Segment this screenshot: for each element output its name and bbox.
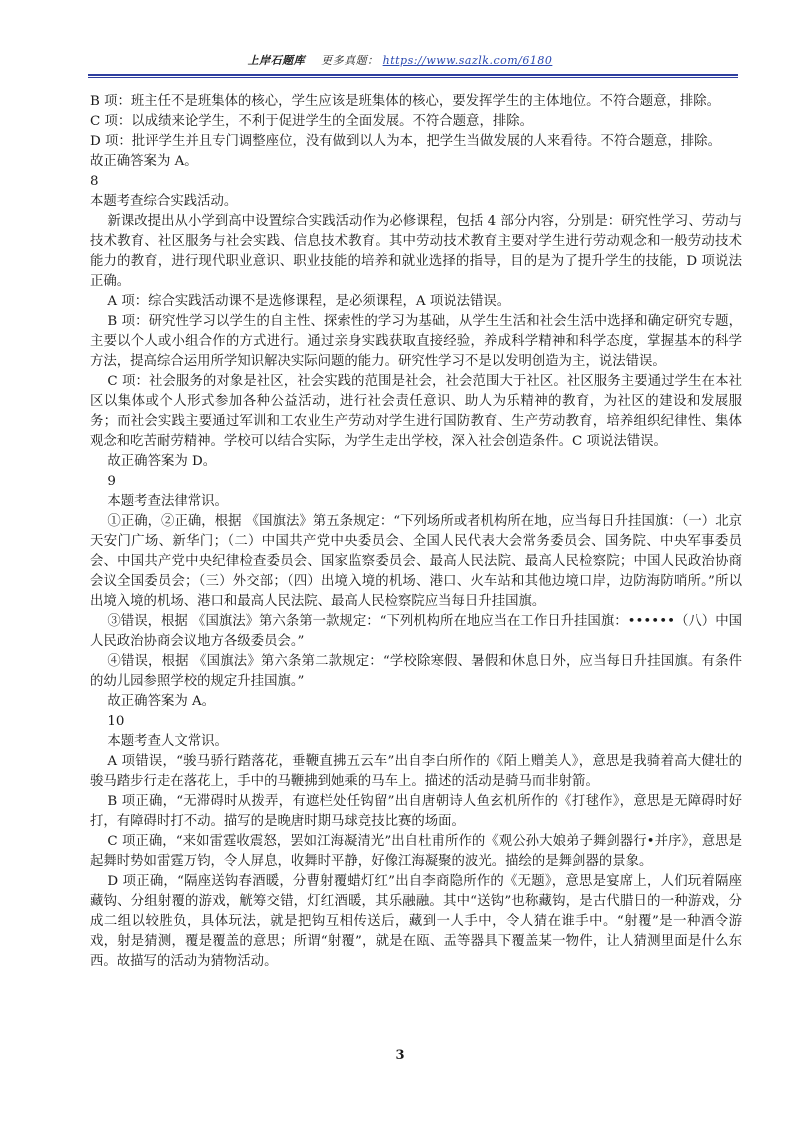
paragraph: D 项正确，“隔座送钩春酒暖，分曹射覆蜡灯红”出自李商隐所作的《无题》，意思是宴席上，人们玩着隔座藏钩、分组射覆的游戏，觥筹交错，灯红酒暖，其乐融融。其中“送钩”也称藏钩，是古代腊日的一种游戏，分成二组以较胜负，具体玩法，就是把钩互相传送后，藏到一人手中，令人猜在谁手中。“射覆”是一种酒令游戏，射是猜测，覆是覆盖的意思；所谓“射覆”，就是在瓯、盂等器具下覆盖某一物件，让人猜测里面是什么东西。故描写的活动为猜物活动。 [90, 874, 742, 969]
header-url-link[interactable]: https://www.sazlk.com/6180 [382, 54, 553, 67]
paragraph: 本题考查综合实践活动。 [90, 194, 238, 209]
paragraph: C 项正确，“来如雷霆收震怒，罢如江海凝清光”出自杜甫所作的《观公孙大娘弟子舞剑器行•并序》，意思是起舞时势如雷霆万钧，令人屏息，收舞时平静，好像江海凝聚的波光。描绘的是舞剑器的景象。 [90, 834, 742, 869]
paragraph: ④错误，根据 《国旗法》第六条第二款规定：“学校除寒假、暑假和休息日外，应当每日升挂国旗。有条件的幼儿园参照学校的规定升挂国旗。” [90, 654, 742, 689]
paragraph: 新课改提出从小学到高中设置综合实践活动作为必修课程，包括 4 部分内容，分别是：研究性学习、劳动与技术教育、社区服务与社会实践、信息技术教育。其中劳动技术教育主要对学生进行劳动观念和一般劳动技术能力的教育，进行现代职业意识、职业技能的培养和就业选择的指导，目的是为了提升学生的技能，D 项说法正确。 [90, 214, 742, 289]
document-body [90, 92, 742, 972]
paragraph: 8 [90, 174, 99, 189]
paragraph: 本题考查法律常识。 [107, 494, 228, 509]
paragraph: C 项：以成绩来论学生，不利于促进学生的全面发展。不符合题意，排除。 [90, 114, 533, 129]
paragraph: 10 [107, 714, 125, 729]
page-number: 3 [395, 1048, 405, 1063]
paragraph: ①正确，②正确，根据 《国旗法》第五条规定：“下列场所或者机构所在地，应当每日升挂国旗：（一）北京天安门广场、新华门；（二）中国共产党中央委员会、全国人民代表大会常务委员会、国务院、中央军事委员会、中国共产党中央纪律检查委员会、国家监察委员会、最高人民法院、最高人民检察院；中国人民政治协商会议全国委员会；（三）外交部；（四）出境入境的机场、港口、火车站和其他边境口岸，边防海防哨所。”所以出境入境的机场、港口和最高人民法院、最高人民检察院应当每日升挂国旗。 [90, 514, 742, 609]
paragraph: B 项：班主任不是班集体的核心，学生应该是班集体的核心，要发挥学生的主体地位。不符合题意，排除。 [90, 94, 721, 109]
paragraph: 9 [107, 474, 116, 489]
paragraph: A 项错误，“骏马骄行踏落花，垂鞭直拂五云车”出自李白所作的《陌上赠美人》，意思是我骑着高大健壮的骏马踏步行走在落花上，手中的马鞭拂到她乘的马车上。描述的活动是骑马而非射箭。 [90, 754, 742, 789]
header-label: 更多真题： [321, 54, 379, 67]
paragraph: B 项：研究性学习以学生的自主性、探索性的学习为基础，从学生生活和社会生活中选择和确定研究专题，主要以个人或小组合作的方式进行。通过亲身实践获取直接经验，养成科学精神和科学态度，掌握基本的科学方法，提高综合运用所学知识解决实际问题的能力。研究性学习不是以发明创造为主，说法错误。 [90, 314, 742, 369]
paragraph: 故正确答案为 D。 [107, 454, 217, 469]
paragraph: C 项：社会服务的对象是社区，社会实践的范围是社会，社会范围大于社区。社区服务主要通过学生在本社区以集体或个人形式参加各种公益活动，进行社会责任意识、助人为乐精神的教育，为社区的建设和发展服务；而社会实践主要通过军训和工农业生产劳动对学生进行国防教育、生产劳动教育，培养组织纪律性、集体观念和吃苦耐劳精神。学校可以结合实际，为学生走出学校，深入社会创造条件。C 项说法错误。 [90, 374, 742, 449]
paragraph: 故正确答案为 A。 [90, 154, 198, 169]
paragraph: 本题考查人文常识。 [107, 734, 228, 749]
paragraph: 故正确答案为 A。 [107, 694, 216, 709]
paragraph: B 项正确，“无滞碍时从拨弄，有遮栏处任钩留”出自唐朝诗人鱼玄机所作的《打毬作》，意思是无障碍时好打，有障碍时打不动。描写的是晚唐时期马球竞技比赛的场面。 [90, 794, 742, 829]
page-header [0, 52, 800, 68]
header-rule [88, 74, 738, 76]
paragraph: D 项：批评学生并且专门调整座位，没有做到以人为本，把学生当做发展的人来看待。不符合题意，排除。 [90, 134, 721, 149]
header-rule-thin [88, 77, 738, 78]
paragraph: A 项：综合实践活动课不是选修课程，是必须课程，A 项说法错误。 [107, 294, 511, 309]
header-site-name: 上岸石题库 [247, 54, 306, 67]
paragraph: ③错误，根据 《国旗法》第六条第一款规定：“下列机构所在地应当在工作日升挂国旗：••••••（八）中国人民政治协商会议地方各级委员会。” [90, 614, 742, 649]
